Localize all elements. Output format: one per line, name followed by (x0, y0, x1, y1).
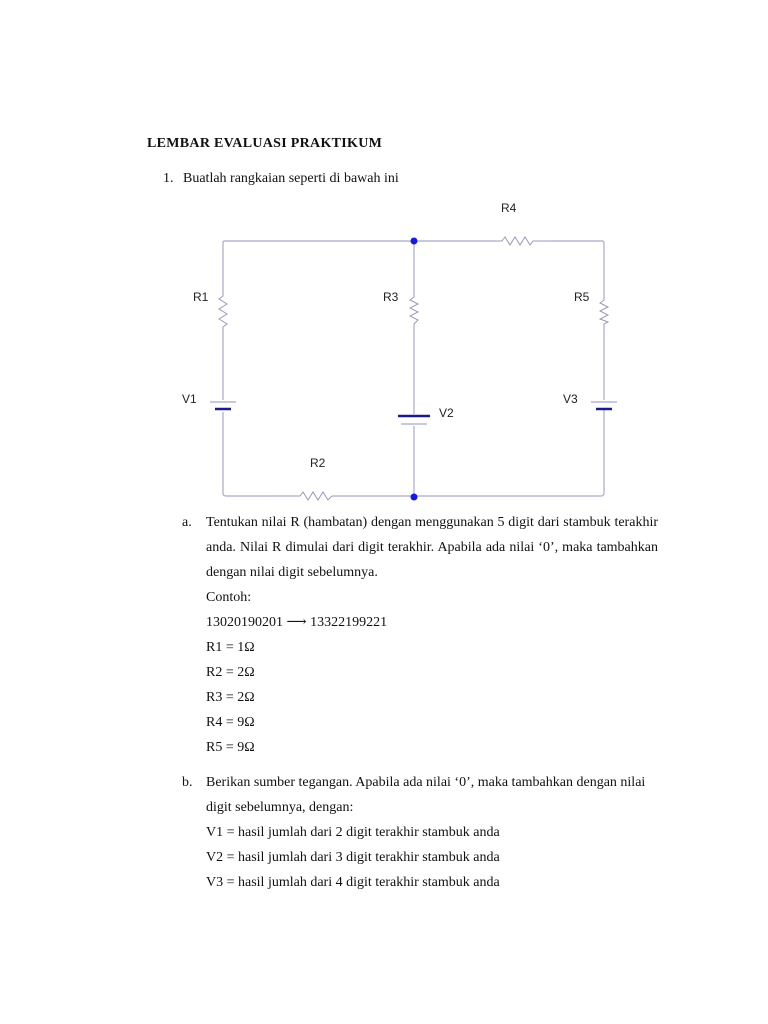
label-r5: R5 (574, 290, 590, 304)
document-title: LEMBAR EVALUASI PRAKTIKUM (147, 136, 383, 151)
resistor-value: R4 = 9Ω (206, 715, 255, 730)
label-v1: V1 (182, 392, 197, 406)
part-b-marker: b. (182, 775, 193, 790)
voltage-item: V2 = hasil jumlah dari 3 digit terakhir stambuk anda (206, 850, 500, 865)
label-r3: R3 (383, 290, 399, 304)
part-a (182, 510, 658, 760)
question-1 (163, 171, 399, 187)
label-r1: R1 (193, 290, 209, 304)
question-number: 1. (163, 171, 174, 186)
label-r4: R4 (501, 201, 517, 215)
resistor-value: R3 = 2Ω (206, 690, 255, 705)
part-a-paragraph: Tentukan nilai R (hambatan) dengan menggunakan 5 digit dari stambuk terakhir anda. Nilai R dimulai dari digit terakhir. Apabila ada nilai ‘0’, maka tambahkan dengan nilai digit sebelumnya. (206, 515, 658, 580)
example-label: Contoh: (206, 590, 252, 605)
voltage-item: V1 = hasil jumlah dari 2 digit terakhir stambuk anda (206, 825, 500, 840)
resistor-value: R2 = 2Ω (206, 665, 255, 680)
question-text: Buatlah rangkaian seperti di bawah ini (183, 171, 399, 186)
part-b (182, 770, 658, 895)
example-conversion: 13020190201 ⟶ 13322199221 (206, 615, 388, 630)
part-a-marker: a. (182, 515, 192, 530)
label-r2: R2 (310, 456, 326, 470)
label-v2: V2 (439, 406, 454, 420)
voltage-item: V3 = hasil jumlah dari 4 digit terakhir stambuk anda (206, 875, 500, 890)
node-bottom (411, 494, 418, 501)
label-v3: V3 (563, 392, 578, 406)
resistor-value: R5 = 9Ω (206, 740, 255, 755)
part-b-paragraph: Berikan sumber tegangan. Apabila ada nilai ‘0’, maka tambahkan dengan nilai digit sebelumnya, dengan: (206, 775, 646, 815)
resistor-value: R1 = 1Ω (206, 640, 255, 655)
circuit-diagram (180, 196, 630, 502)
node-top (411, 238, 418, 245)
